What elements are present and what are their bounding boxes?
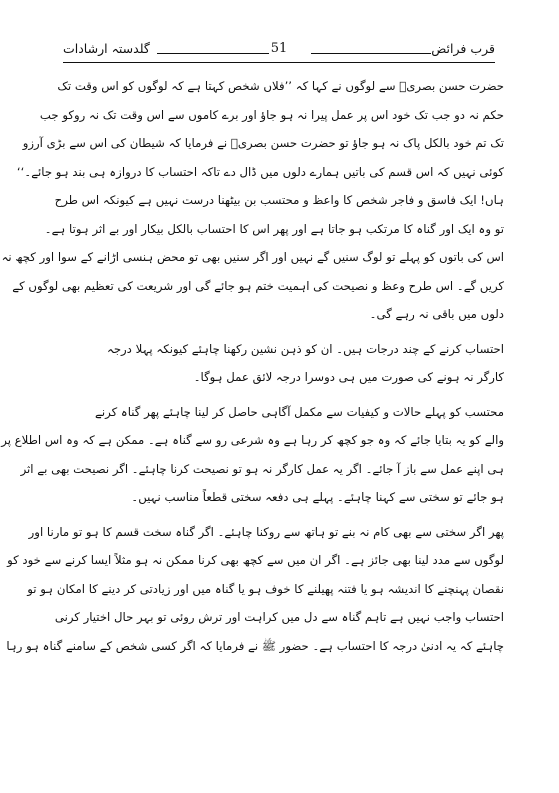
text-line: محتسب کو پہلے حالات و کیفیات سے مکمل آگاہی حاصل کر لینا چاہئے پھر گناہ کرنے xyxy=(95,404,504,419)
text-line: ہاں! ایک فاسق و فاجر شخص کا واعظ و محتسب بن بیٹھنا درست نہیں ہے کیونکہ اس طرح xyxy=(54,193,504,207)
page-number: 51 xyxy=(270,41,288,56)
text-line: حضرت حسن بصریؒ سے لوگوں نے کہا کہ ’’فلاں شخص کہتا ہے کہ لوگوں کو اس وقت تک xyxy=(57,79,504,93)
page-header xyxy=(63,41,495,63)
text-line: کریں گے۔ اس طرح وعظ و نصیحت کی اہمیت ختم ہو جائے گی اور شریعت کی تعظیم بھی لوگوں کے xyxy=(12,278,504,293)
text-line: احتساب کرنے کے چند درجات ہیں۔ ان کو ذہن نشین رکھنا چاہئے کیونکہ پہلا درجہ xyxy=(106,341,504,356)
text-line: کوئی نہیں کہ اس قسم کی باتیں ہمارے دلوں میں ڈال دے تاکہ احتساب کا دروازہ ہی بند ہو جائے۔‘‘ xyxy=(16,164,504,179)
text-line: پھر اگر سختی سے بھی کام نہ بنے تو ہاتھ سے روکنا چاہئے۔ اگر گناہ سخت قسم کا ہو تو مارنا اور xyxy=(28,524,504,539)
text-line: چاہئے کہ یہ ادنیٰ درجہ کا احتساب ہے۔ حضور ﷺ نے فرمایا کہ اگر کسی شخص کے سامنے گناہ ہو رہا xyxy=(6,638,504,653)
text-line: احتساب واجب نہیں ہے تاہم گناہ سے دل میں کراہت اور ترش روئی تو بہر حال اختیار کرنی xyxy=(54,610,504,624)
text-line: ہی اپنے عمل سے باز آ جائے۔ اگر یہ عمل کارگر نہ ہو تو نصیحت کرنا چاہئے۔ اگر نصیحت بھی بے اثر xyxy=(20,461,504,476)
text-line: دلوں میں باقی نہ رہے گی۔ xyxy=(369,307,504,321)
text-line: اس کی باتوں کو پہلے تو لوگ سنیں گے نہیں اور اگر سنیں بھی تو محض ہنسی اڑانے کے سوا اور کچھ نہ xyxy=(1,250,504,264)
text-line: تک تم خود بالکل پاک نہ ہو جاؤ تو حضرت حسن بصریؒ نے فرمایا کہ شیطان کی اس سے بڑی آرزو xyxy=(22,136,504,150)
header-rule-right xyxy=(311,53,431,54)
text-line: حکم نہ دو جب تک خود اس پر عمل پیرا نہ ہو جاؤ اور برے کاموں سے اس وقت تک نہ روکو جب xyxy=(39,107,504,122)
chapter-title: قرب فرائض xyxy=(431,41,495,56)
text-line: لوگوں سے مدد لینا بھی جائز ہے۔ اگر ان میں سے کچھ بھی کرنا ممکن نہ ہو مثلاً ایسا کرنے سے خود کو xyxy=(7,553,504,567)
text-line: ہو جائے تو سختی سے کہنا چاہئے۔ پہلے ہی دفعہ سختی قطعاً مناسب نہیں۔ xyxy=(131,490,504,504)
body-text xyxy=(1,72,504,660)
book-title: گلدستہ ارشادات xyxy=(63,41,150,56)
text-line: والے کو یہ بتایا جائے کہ وہ جو کچھ کر رہا ہے وہ شرعی رو سے گناہ ہے۔ ممکن ہے کہ وہ اس اطلاع پر xyxy=(1,433,504,447)
text-line: تو وہ ایک اور گناہ کا مرتکب ہو جاتا ہے اور پھر اس کا احتساب بالکل بیکار اور بے اثر ہوتا ہے۔ xyxy=(44,221,504,236)
text-line: کارگر نہ ہونے کی صورت میں ہی دوسرا درجہ لائق عمل ہوگا۔ xyxy=(193,370,504,384)
header-rule-left xyxy=(157,53,269,54)
text-line: نقصان پہنچنے کا اندیشہ ہو یا فتنہ پھیلنے کا خوف ہو یا گناہ میں اور زیادتی کر دینے کا امکان ہو تو xyxy=(27,581,504,596)
header-underline xyxy=(63,62,495,63)
